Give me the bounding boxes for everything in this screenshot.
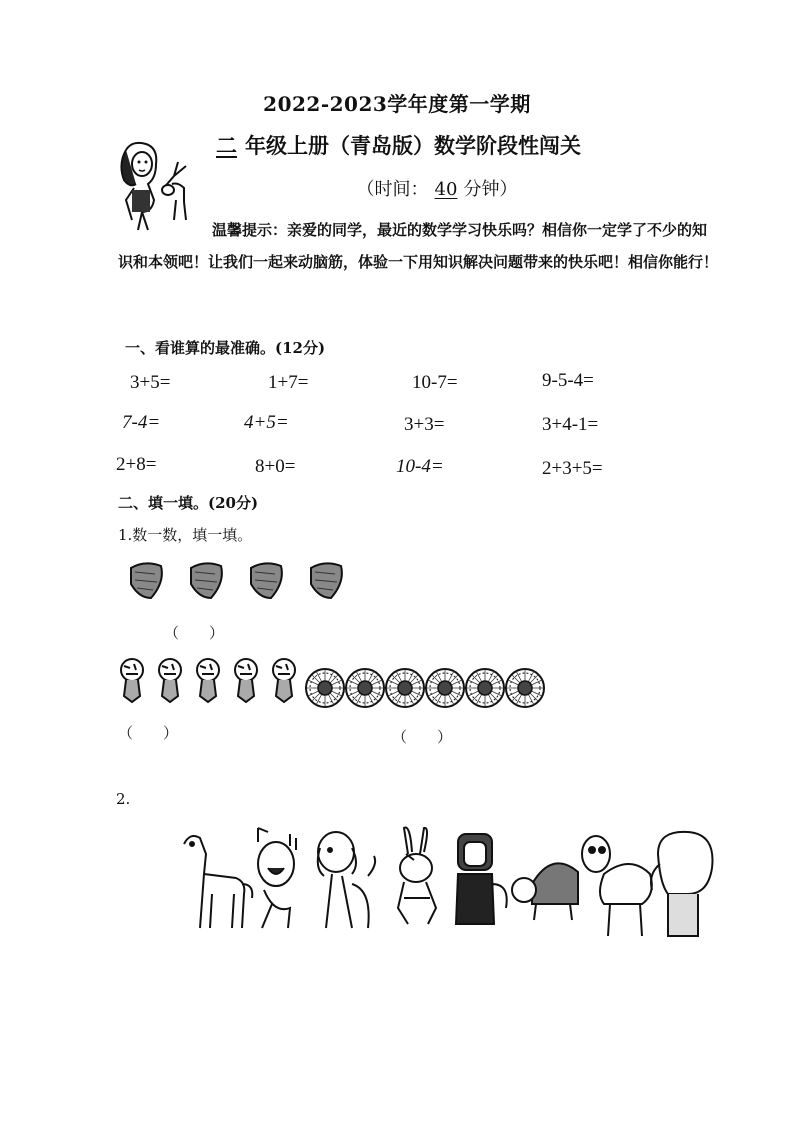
shell-icon <box>131 563 162 598</box>
tip-text: 温馨提示：亲爱的同学，最近的数学学习快乐吗？相信你一定学了不少的知识和本领吧！让我们一起来动脑筋，体验一下用知识解决问题带来的快乐吧！相信你能行！ <box>118 221 719 271</box>
turtle-icon <box>512 863 578 920</box>
monkey-icon <box>456 834 507 924</box>
grade-blank: 二 <box>216 133 237 158</box>
section2-heading: 二、填一填。(20分) <box>118 494 259 512</box>
equation[interactable]: 8+0= <box>255 456 296 477</box>
equation[interactable]: 4+5= <box>244 412 289 433</box>
time-label: （时间： <box>356 179 429 200</box>
answer-blank-tigers[interactable]: （ ） <box>118 724 179 742</box>
animal-row <box>176 824 720 944</box>
section1-heading: 一、看谁算的最准确。(12分) <box>125 339 326 357</box>
puppy-icon <box>318 832 375 928</box>
sunflower-icon <box>426 669 464 707</box>
sunflower-icon <box>386 669 424 707</box>
sunflower-icon <box>506 669 544 707</box>
equation[interactable]: 3+5= <box>130 372 171 393</box>
equation[interactable]: 3+3= <box>404 414 445 435</box>
sunflower-icon <box>306 669 344 707</box>
horse-icon <box>184 836 252 928</box>
equation[interactable]: 2+3+5= <box>542 458 603 479</box>
time-unit: 分钟） <box>463 179 518 200</box>
equation[interactable]: 9-5-4= <box>542 370 594 391</box>
tiger-cub-icon <box>121 659 143 702</box>
equation[interactable]: 7-4= <box>122 412 161 433</box>
rabbit-icon <box>398 828 436 925</box>
tiger-cub-icon <box>197 659 219 702</box>
shell-icon-group <box>125 560 355 604</box>
equation[interactable]: 3+4-1= <box>542 414 599 435</box>
sunflower-icon-group <box>305 666 550 714</box>
shell-icon <box>191 563 222 598</box>
equation[interactable]: 10-4= <box>396 456 444 477</box>
sunflower-icon <box>346 669 384 707</box>
equation[interactable]: 1+7= <box>268 372 309 393</box>
shell-icon <box>251 563 282 598</box>
q1-label: 1.数一数，填一填。 <box>118 526 253 544</box>
tiger-cub-icon-group <box>118 656 308 708</box>
shell-icon <box>311 563 342 598</box>
equation[interactable]: 10-7= <box>412 372 458 393</box>
tiger-cub-icon <box>273 659 295 702</box>
tiger-cub-icon <box>159 659 181 702</box>
time-value: 40 <box>434 179 458 200</box>
subtitle-text: 年级上册（青岛版）数学阶段性闯关 <box>245 133 581 158</box>
page-subtitle <box>210 130 581 160</box>
sunflower-icon <box>466 669 504 707</box>
answer-blank-shells[interactable]: （ ） <box>164 624 225 642</box>
answer-blank-sunflowers[interactable]: （ ） <box>392 728 453 746</box>
q2-label: 2. <box>116 790 131 808</box>
equation[interactable]: 2+8= <box>116 454 157 475</box>
sheep-icon <box>582 836 652 936</box>
elephant-icon <box>651 832 713 936</box>
tiger-cub-icon <box>235 659 257 702</box>
singing-dog-icon <box>258 828 296 928</box>
page-title: 2022-2023学年度第一学期 <box>263 92 531 116</box>
